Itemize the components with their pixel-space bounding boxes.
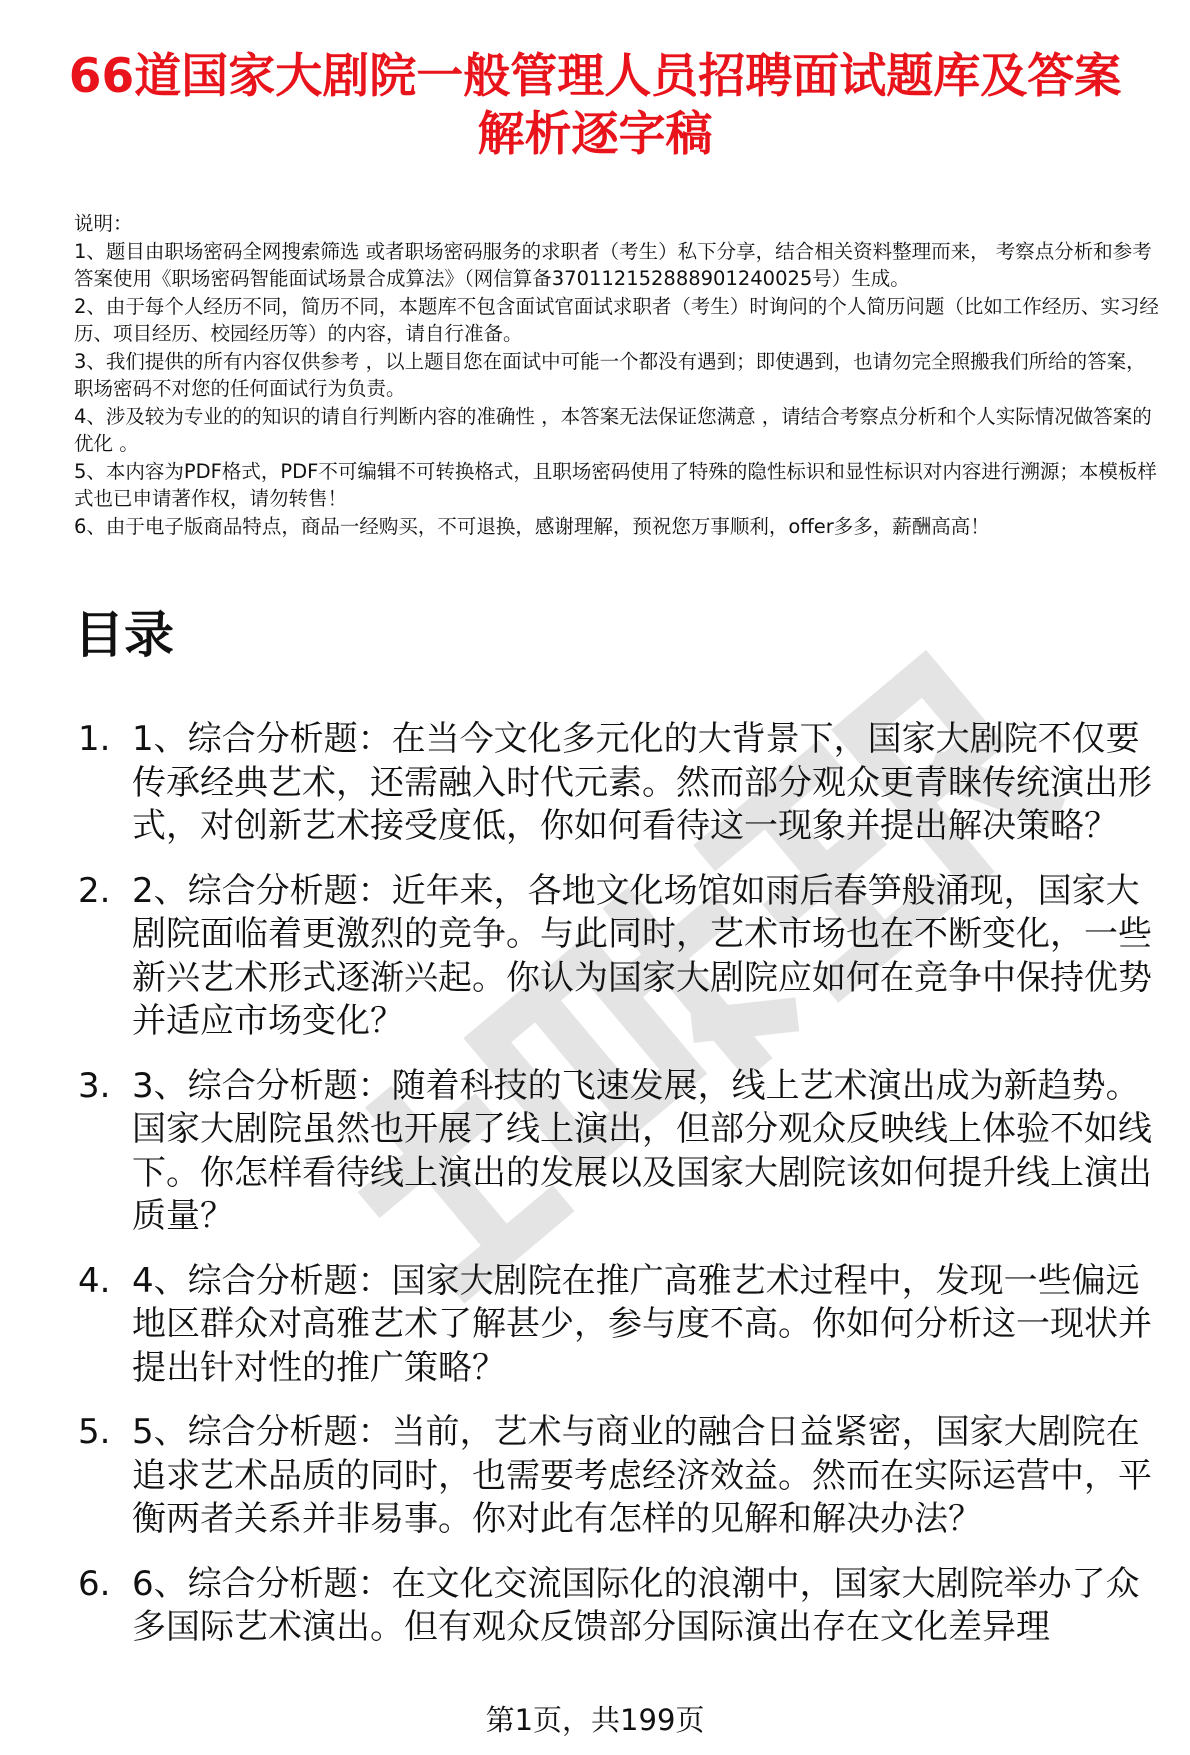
notes-item: 6、由于电子版商品特点，商品一经购买，不可退换，感谢理解，预祝您万事顺利，offer多多，薪酬高高！ xyxy=(74,514,990,538)
toc-item-number: 3. xyxy=(78,1065,111,1106)
toc-list xyxy=(78,718,1168,1671)
notes-item: 3、我们提供的所有内容仅供参考 ，以上题目您在面试中可能一个都没有遇到；即使遇到，也请勿完全照搬我们所给的答案，职场密码不对您的任何面试行为负责。 xyxy=(74,349,1146,400)
toc-item-number: 2. xyxy=(78,870,111,911)
toc-item[interactable] xyxy=(78,718,1168,849)
notes-item: 2、由于每个人经历不同，简历不同，本题库不包含面试官面试求职者（考生）时询问的个人简历问题（比如工作经历、实习经历、项目经历、校园经历等）的内容，请自行准备。 xyxy=(74,294,1159,345)
toc-item-number: 6. xyxy=(78,1563,111,1604)
toc-item[interactable] xyxy=(78,870,1168,1044)
page-footer: 第1页，共199页 xyxy=(0,1700,1190,1740)
toc-item[interactable] xyxy=(78,1260,1168,1391)
toc-item-text[interactable]: 5、综合分析题：当前，艺术与商业的融合日益紧密，国家大剧院在追求艺术品质的同时，也需要考虑经济效益。然而在实际运营中，平衡两者关系并非易事。你对此有怎样的见解和解决办法？ xyxy=(132,1412,1152,1539)
toc-item[interactable] xyxy=(78,1563,1168,1650)
notes-heading: 说明： xyxy=(74,212,133,235)
toc-item-text[interactable]: 3、综合分析题：随着科技的飞速发展，线上艺术演出成为新趋势。国家大剧院虽然也开展了线上演出，但部分观众反映线上体验不如线下。你怎样看待线上演出的发展以及国家大剧院该如何提升线上演出质量？ xyxy=(132,1065,1152,1236)
toc-item-text[interactable]: 4、综合分析题：国家大剧院在推广高雅艺术过程中，发现一些偏远地区群众对高雅艺术了解甚少，参与度不高。你如何分析这一现状并提出针对性的推广策略？ xyxy=(132,1260,1152,1388)
toc-item-text[interactable]: 6、综合分析题：在文化交流国际化的浪潮中，国家大剧院举办了众多国际艺术演出。但有观众反馈部分国际演出存在文化差异理 xyxy=(132,1563,1140,1647)
document-title: 66道国家大剧院一般管理人员招聘面试题库及答案解析逐字稿 xyxy=(68,49,1122,162)
toc-item-text[interactable]: 1、综合分析题：在当今文化多元化的大背景下，国家大剧院不仅要传承经典艺术，还需融入时代元素。然而部分观众更青睐传统演出形式，对创新艺术接受度低，你如何看待这一现象并提出解决策略？ xyxy=(132,719,1152,846)
toc-item[interactable] xyxy=(78,1065,1168,1239)
toc-heading: 目录 xyxy=(74,606,174,664)
notes-item: 5、本内容为PDF格式，PDF不可编辑不可转换格式，且职场密码使用了特殊的隐性标识和显性标识对内容进行溯源；本模板样式也已申请著作权，请勿转售！ xyxy=(74,459,1157,510)
toc-item-text[interactable]: 2、综合分析题：近年来，各地文化场馆如雨后春笋般涌现，国家大剧院面临着更激烈的竞争。与此同时，艺术市场也在不断变化，一些新兴艺术形式逐渐兴起。你认为国家大剧院应如何在竞争中保持优势并适应市场变化？ xyxy=(132,870,1152,1041)
notes-section xyxy=(74,210,1164,540)
toc-item-number: 5. xyxy=(78,1412,111,1452)
notes-item: 1、题目由职场密码全网搜索筛选 或者职场密码服务的求职者（考生）私下分享，结合相关资料整理而来， 考察点分析和参考答案使用《职场密码智能面试场景合成算法》（网信算备370112152888901240025号）生成。 xyxy=(74,239,1152,290)
toc-item-number: 4. xyxy=(78,1260,111,1301)
toc-item[interactable] xyxy=(78,1411,1168,1542)
toc-item-number: 1. xyxy=(78,719,111,759)
notes-item: 4、涉及较为专业的的知识的请自行判断内容的准确性 ，本答案无法保证您满意 ，请结合考察点分析和个人实际情况做答案的优化 。 xyxy=(74,404,1152,455)
